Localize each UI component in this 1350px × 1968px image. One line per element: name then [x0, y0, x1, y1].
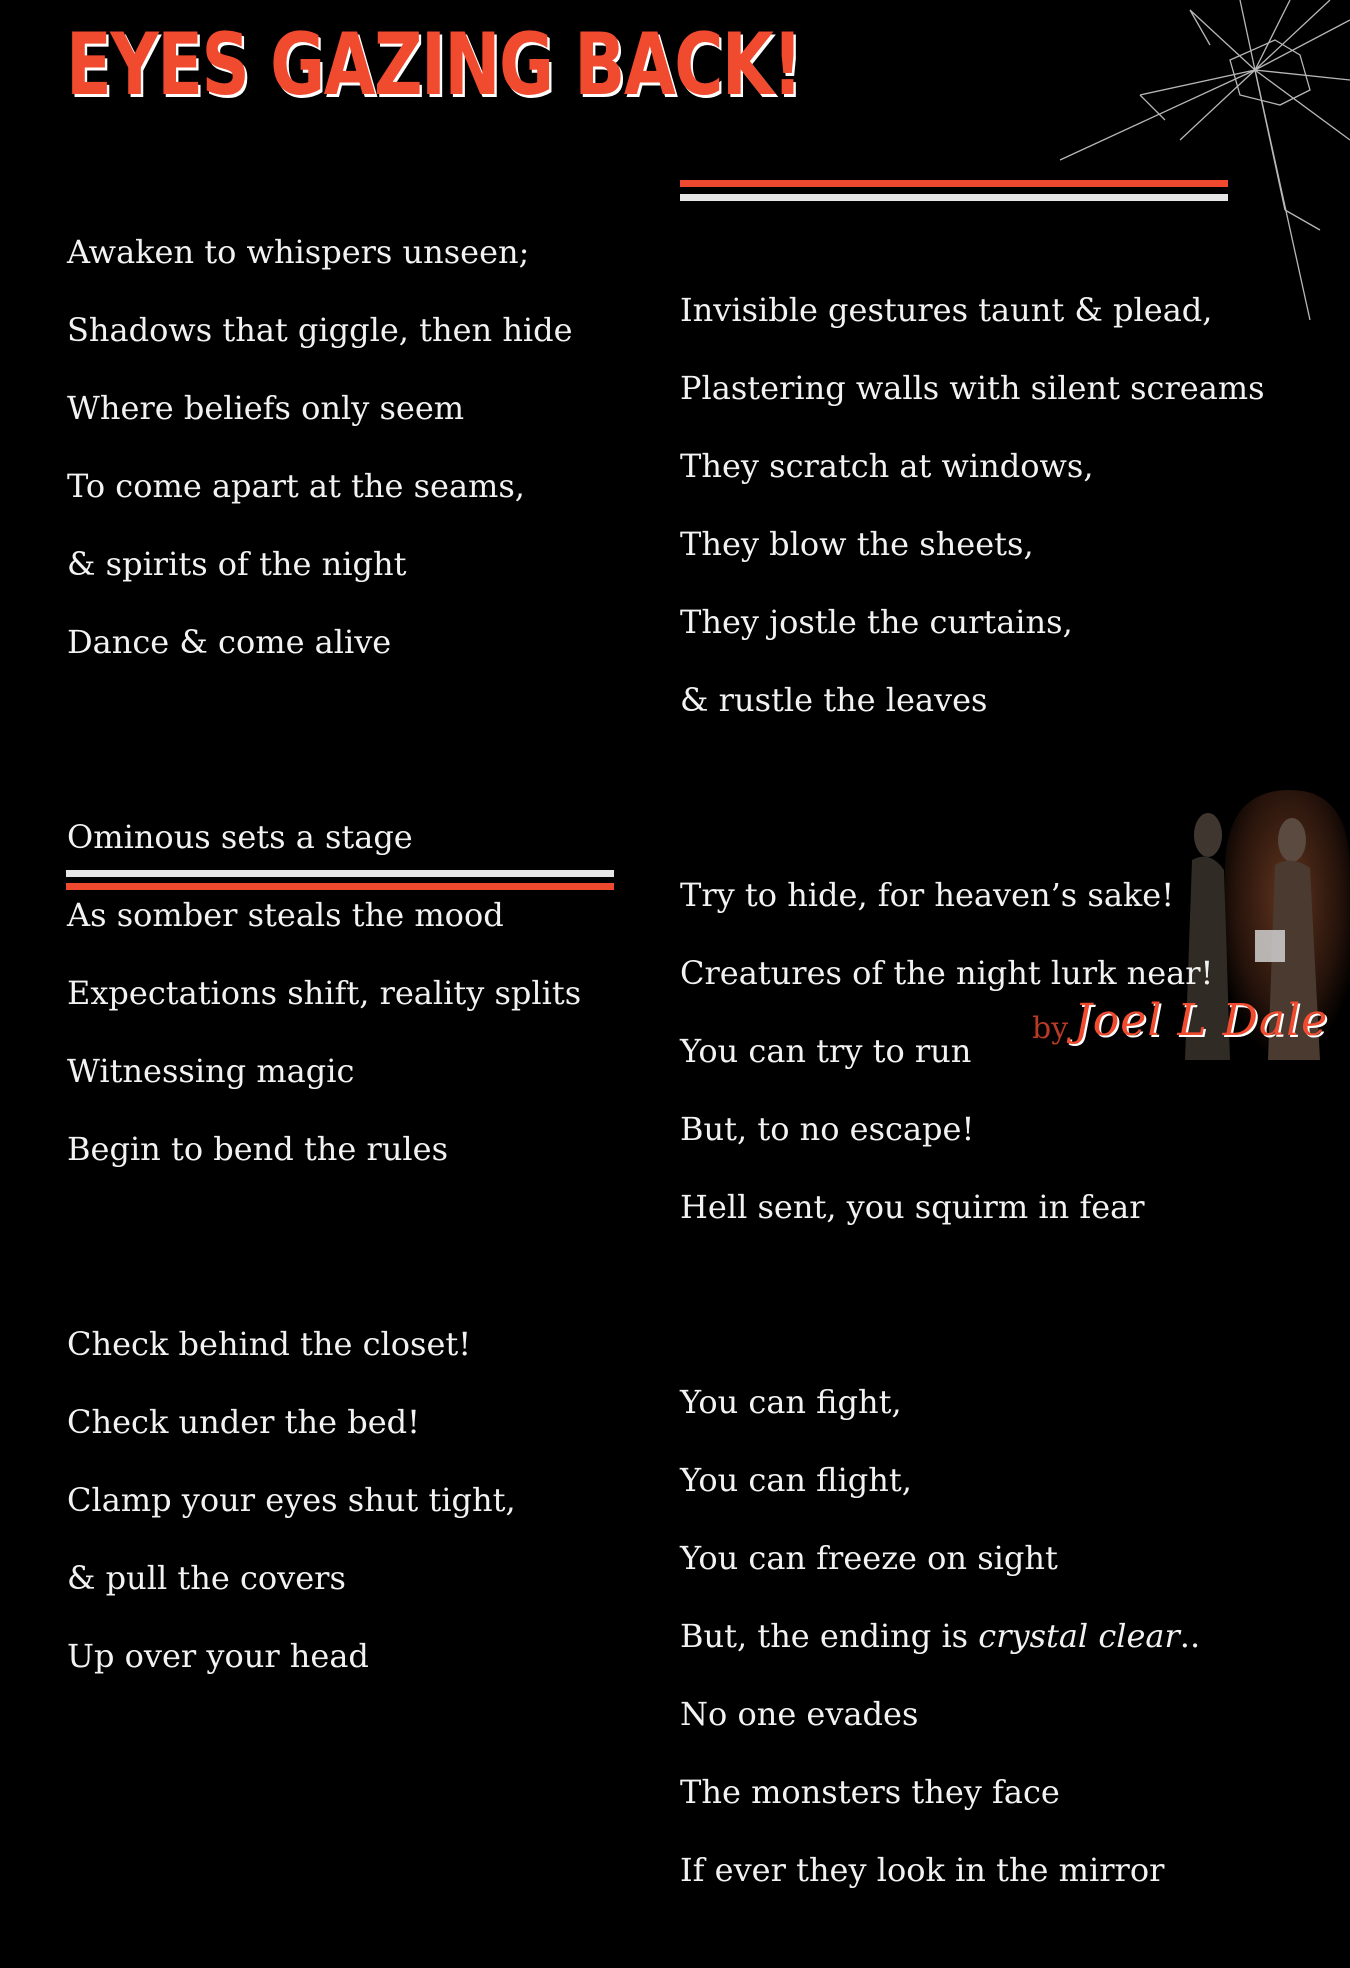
divider-light	[66, 870, 614, 877]
author-signature	[1032, 995, 1328, 1046]
divider-light	[680, 194, 1228, 201]
poem-line: & rustle the leaves	[680, 681, 988, 719]
poem-line: Ominous sets a stage	[67, 818, 413, 856]
poem-line: Check behind the closet!	[67, 1325, 472, 1363]
poem-line: You can flight,	[680, 1461, 912, 1499]
poem-line: You can fight,	[680, 1383, 902, 1421]
poem-line: Invisible gestures taunt & plead,	[680, 291, 1213, 329]
poem-line: & pull the covers	[67, 1559, 346, 1597]
poem-line: You can freeze on sight	[680, 1539, 1058, 1577]
divider-accent	[680, 180, 1228, 187]
emphasis-text: crystal clear	[978, 1617, 1180, 1655]
poem-line: You can try to run	[680, 1032, 972, 1070]
poem-line: Creatures of the night lurk near!	[680, 954, 1214, 992]
poem-line: Expectations shift, reality splits	[67, 974, 582, 1012]
poem-line: But, to no escape!	[680, 1110, 975, 1148]
poem-line: Shadows that giggle, then hide	[67, 311, 573, 349]
left-column	[67, 155, 627, 1754]
stanza	[67, 779, 627, 1208]
poem-line: To come apart at the seams,	[67, 467, 525, 505]
poem-line: Where beliefs only seem	[67, 389, 465, 427]
stanza	[67, 194, 627, 701]
right-column	[680, 213, 1320, 1968]
poem-line: No one evades	[680, 1695, 919, 1733]
poem-line: Awaken to whispers unseen;	[67, 233, 530, 271]
poem-line: They jostle the curtains,	[680, 603, 1073, 641]
line-text: ..	[1179, 1617, 1201, 1655]
poem-line: Dance & come alive	[67, 623, 392, 661]
divider-accent	[66, 883, 614, 890]
poem-title: EYES GAZING BACK!	[66, 15, 802, 115]
poem-line: They blow the sheets,	[680, 525, 1034, 563]
stanza	[680, 252, 1320, 759]
poem-line: As somber steals the mood	[67, 896, 504, 934]
poem-line: They scratch at windows,	[680, 447, 1094, 485]
stanza	[680, 837, 1320, 1266]
poem-line: Begin to bend the rules	[67, 1130, 449, 1168]
poem-line: Plastering walls with silent screams	[680, 369, 1265, 407]
poem-line: & spirits of the night	[67, 545, 407, 583]
poem-line: Check under the bed!	[67, 1403, 420, 1441]
stanza	[67, 1286, 627, 1715]
poem-line: Hell sent, you squirm in fear	[680, 1188, 1145, 1226]
poem-line: The monsters they face	[680, 1773, 1060, 1811]
poem-line	[680, 1617, 1320, 1656]
poem-line: Witnessing magic	[67, 1052, 355, 1090]
poem-line: Clamp your eyes shut tight,	[67, 1481, 516, 1519]
line-text: But, the ending is	[680, 1617, 979, 1655]
signature-name: Joel L Dale	[1074, 995, 1329, 1046]
poem-line: Try to hide, for heaven’s sake!	[680, 876, 1175, 914]
stanza	[680, 1344, 1320, 1929]
poem-line: If ever they look in the mirror	[680, 1851, 1165, 1889]
signature-by: by	[1032, 1011, 1069, 1046]
poem-line: Up over your head	[67, 1637, 369, 1675]
